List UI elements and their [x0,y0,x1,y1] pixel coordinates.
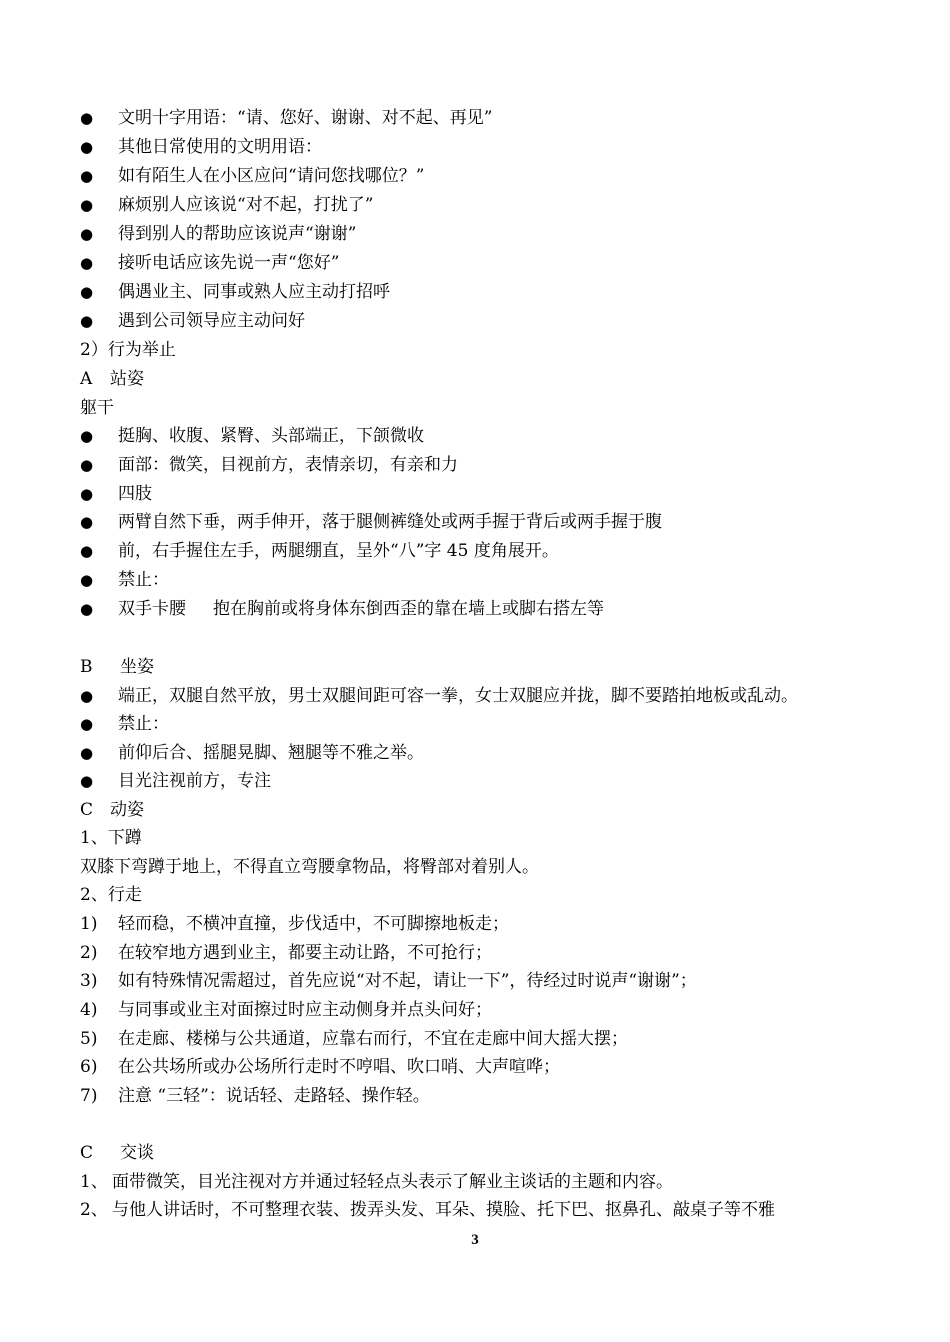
bullet-icon: ● [80,687,94,705]
bullet-icon: ● [80,456,94,474]
list-item-text: 双手卡腰 抱在胸前或将身体东倒西歪的靠在墙上或脚右搭左等 [118,599,605,619]
item-text: 如有特殊情况需超过，首先应说“对不起，请让一下”，待经过时说声“谢谢”； [118,971,697,991]
list-item-text: 目光注视前方，专注 [118,771,271,791]
list-item-text: 挺胸、收腹、紧臀、头部端正，下颌微收 [118,426,424,446]
item-text: 注意 “三轻”：说话轻、走路轻、操作轻。 [118,1086,430,1106]
list-item-text: 两臂自然下垂，两手伸开，落于腿侧裤缝处或两手握于背后或两手握于腹 [118,512,662,532]
subsection-label: A [80,369,93,389]
list-item-text: 前仰后合、摇腿晃脚、翘腿等不雅之举。 [118,743,424,763]
item-text: 在公共场所或办公场所行走时不哼唱、吹口哨、大声喧哗； [118,1057,560,1077]
subsection-label: C [80,1143,94,1163]
item-number: 2、 [80,1200,108,1220]
item-text: 轻而稳，不横冲直撞，步伐适中，不可脚擦地板走； [118,914,509,934]
bullet-icon: ● [80,312,94,330]
item-number: 1、 [80,1172,108,1192]
item-number: 5) [80,1029,98,1049]
list-item-text: 禁止： [118,714,169,734]
bullet-icon: ● [80,138,94,156]
bullet-icon: ● [80,744,94,762]
bullet-icon: ● [80,427,94,445]
bullet-icon: ● [80,109,94,127]
list-item-text: 端正，双腿自然平放，男士双腿间距可容一拳，女士双腿应并拢，脚不要踏拍地板或乱动。 [118,686,798,706]
list-item-text: 文明十字用语：“请、您好、谢谢、对不起、再见” [118,108,493,128]
subsection-title: 交谈 [120,1143,154,1163]
item-number: 6) [80,1057,98,1077]
item-number: 7) [80,1086,98,1106]
list-item-text: 麻烦别人应该说“对不起，打扰了” [118,195,374,215]
section-heading: 2）行为举止 [80,340,176,360]
walk-heading: 2、行走 [80,885,142,905]
list-item-text: 如有陌生人在小区应问“请问您找哪位？” [118,166,425,186]
subsection-label: C [80,800,94,820]
list-item-text: 偶遇业主、同事或熟人应主动打招呼 [118,282,390,302]
item-text: 在走廊、楼梯与公共通道，应靠右而行，不宜在走廊中间大摇大摆； [118,1029,628,1049]
item-text: 面带微笑，目光注视对方并通过轻轻点头表示了解业主谈话的主题和内容。 [112,1172,673,1192]
bullet-icon: ● [80,283,94,301]
item-text: 与他人讲话时，不可整理衣装、拨弄头发、耳朵、摸脸、托下巴、抠鼻孔、敲桌子等不雅 [112,1200,775,1220]
bullet-icon: ● [80,600,94,618]
subsection-title: 动姿 [110,800,144,820]
bullet-icon: ● [80,513,94,531]
bullet-icon: ● [80,542,94,560]
bullet-icon: ● [80,772,94,790]
item-text: 与同事或业主对面擦过时应主动侧身并点头问好； [118,1000,492,1020]
bullet-icon: ● [80,196,94,214]
bullet-icon: ● [80,225,94,243]
squat-text: 双膝下弯蹲于地上，不得直立弯腰拿物品，将臀部对着别人。 [80,857,539,877]
list-item-text: 遇到公司领导应主动问好 [118,311,305,331]
subsection-title: 站姿 [110,369,144,389]
list-item-text: 四肢 [118,484,152,504]
bullet-icon: ● [80,167,94,185]
item-number: 2) [80,943,98,963]
list-item-text: 接听电话应该先说一声“您好” [118,253,340,273]
item-text: 在较窄地方遇到业主，都要主动让路，不可抢行； [118,943,492,963]
item-number: 1) [80,914,98,934]
item-number: 3) [80,971,98,991]
list-item-text: 面部：微笑，目视前方，表情亲切，有亲和力 [118,455,458,475]
bullet-icon: ● [80,485,94,503]
subsection-title: 坐姿 [120,657,154,677]
page-number: 3 [471,1232,479,1248]
item-number: 4) [80,1000,98,1020]
list-item-text: 得到别人的帮助应该说声“谢谢” [118,224,357,244]
subheading-torso: 躯干 [80,398,114,418]
list-item-text: 前，右手握住左手，两腿绷直，呈外“八”字 45 度角展开。 [118,541,559,561]
bullet-icon: ● [80,254,94,272]
bullet-icon: ● [80,715,94,733]
list-item-text: 禁止： [118,570,169,590]
bullet-icon: ● [80,571,94,589]
subsection-label: B [80,657,93,677]
squat-heading: 1、下蹲 [80,828,142,848]
list-item-text: 其他日常使用的文明用语： [118,137,322,157]
